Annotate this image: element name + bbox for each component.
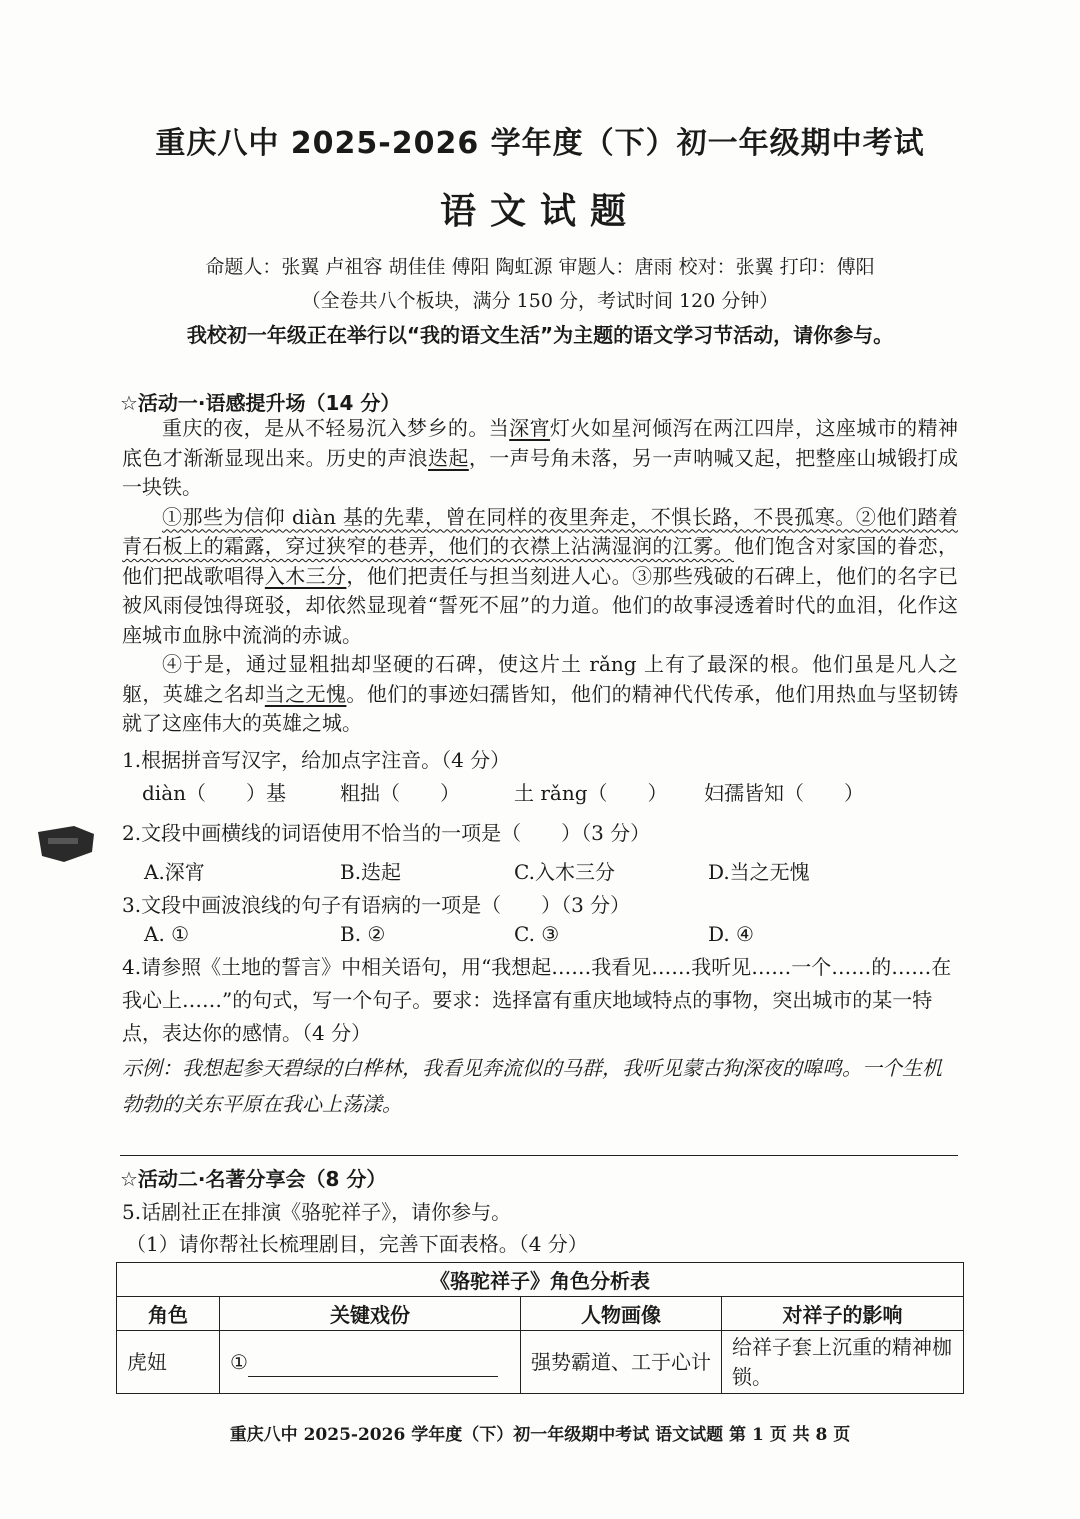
answer-blank[interactable] [248, 1356, 498, 1377]
question-3-stem: 3.文段中画波浪线的句子有语病的一项是（ ）（3 分） [122, 893, 631, 917]
table-header: 对祥子的影响 [722, 1297, 964, 1331]
exam-title: 重庆八中 2025-2026 学年度（下）初一年级期中考试 [155, 126, 925, 161]
passage-text: 重庆的夜，是从不轻易沉入梦乡的。当 [162, 416, 510, 440]
blank-marker: ① [230, 1350, 248, 1374]
passage-paragraph-3 [122, 650, 958, 739]
underlined-word-4: 当之无愧 [264, 681, 347, 706]
underlined-word-1: 深宵 [509, 416, 551, 440]
q2-option-c[interactable]: C.入木三分 [514, 860, 615, 884]
q2-option-d[interactable]: D.当之无愧 [708, 860, 810, 884]
ink-stamp-icon [34, 822, 98, 866]
table-header: 角色 [117, 1297, 220, 1331]
activity2-title: ☆活动二·名著分享会（8 分） [120, 1167, 387, 1191]
table-caption: 《骆驼祥子》角色分析表 [117, 1263, 964, 1297]
q1-item[interactable]: diàn（ ）基 [142, 781, 287, 805]
q3-option-b[interactable]: B. ② [340, 922, 386, 946]
reading-passage [122, 414, 958, 739]
q1-item[interactable]: 粗拙（ ） [340, 781, 460, 805]
underlined-word-3: 入木三分 [264, 563, 347, 588]
wavy-sentence-2: ②他们踏着青石板上的霜露，穿过狭窄的巷弄，他们的衣襟上沾满湿润的江雾。 [122, 504, 959, 558]
activity1-title: ☆活动一·语感提升场（14 分） [120, 391, 401, 415]
q3-option-c[interactable]: C. ③ [514, 922, 560, 946]
character-analysis-table [116, 1262, 964, 1394]
passage-text: ，他们把责任与担当刻进人心。③那些残破的石碑上，他们的名字已被风雨侵蚀得斑驳，却依然显现着“誓死不屈”的力道。他们的故事浸透着时代的血泪，化作这座城市血脉中流淌的赤诚。 [122, 563, 959, 647]
exam-info: （全卷共八个板块，满分 150 分，考试时间 120 分钟） [301, 290, 779, 312]
answer-line[interactable] [120, 1155, 958, 1156]
table-cell-scene[interactable] [220, 1331, 521, 1394]
passage-text: 。他们的事迹妇孺皆知，他们的精神代代传承，他们用热血与坚韧铸就了这座伟大的英雄之城。 [122, 681, 959, 735]
question-5-1-stem: （1）请你帮社长梳理剧目，完善下面表格。（4 分） [126, 1232, 588, 1256]
table-header: 人物画像 [521, 1297, 722, 1331]
question-5-stem: 5.话剧社正在排演《骆驼祥子》，请你参与。 [122, 1200, 512, 1224]
question-1-stem: 1.根据拼音写汉字，给加点字注音。（4 分） [122, 748, 511, 772]
question-2-stem: 2.文段中画横线的词语使用不恰当的一项是（ ）（3 分） [122, 821, 651, 845]
table-cell-influence: 给祥子套上沉重的精神枷锁。 [722, 1331, 964, 1394]
staff-line: 命题人：张翼 卢祖容 胡佳佳 傅阳 陶虹源 审题人：唐雨 校对：张翼 打印：傅阳 [205, 256, 875, 278]
q1-item[interactable]: 土 rǎng（ ） [514, 781, 668, 805]
question-4-example: 示例：我想起参天碧绿的白桦林，我看见奔流似的马群，我听见蒙古狗深夜的嗥鸣。一个生机勃勃的关东平原在我心上荡漾。 [122, 1056, 942, 1116]
q1-item[interactable]: 妇孺皆知（ ） [704, 781, 864, 805]
passage-text: ④于是，通过显粗拙却坚硬的石碑，使这片土 rǎng 上有了最深的根。他们虽是凡人之躯，英雄之名却 [122, 652, 958, 706]
table-header: 关键戏份 [220, 1297, 521, 1331]
q3-option-d[interactable]: D. ④ [708, 922, 754, 946]
page-footer: 重庆八中 2025-2026 学年度（下）初一年级期中考试 语文试题 第 1 页 共 8 页 [229, 1425, 851, 1445]
q2-option-a[interactable]: A.深宵 [144, 860, 205, 884]
question-4-stem: 4.请参照《土地的誓言》中相关语句，用“我想起……我看见……我听见……一个……的……在我心上……”的句式，写一个句子。要求：选择富有重庆地域特点的事物，突出城市的某一特点，表达你的感情。（4 分） [122, 955, 952, 1045]
passage-text: 他们饱含对家国的眷恋，他们把战歌唱得 [122, 534, 959, 588]
passage-paragraph-1 [122, 414, 958, 503]
subject-title: 语文试题 [439, 191, 640, 232]
passage-paragraph-2 [122, 503, 958, 651]
wavy-sentence-1: ①那些为信仰 diàn 基的先辈，曾在同样的夜里奔走，不惧长路，不畏孤寒。 [162, 504, 856, 529]
q2-option-b[interactable]: B.迭起 [340, 860, 402, 884]
passage-text: ，一声号角未落，另一声呐喊又起，把整座山城锻打成一块铁。 [122, 445, 959, 499]
underlined-word-2: 迭起 [428, 445, 469, 470]
intro-line: 我校初一年级正在举行以“我的语文生活”为主题的语文学习节活动，请你参与。 [186, 323, 894, 347]
table-cell-portrait: 强势霸道、工于心计 [521, 1331, 722, 1394]
table-cell-role: 虎妞 [117, 1331, 220, 1394]
q3-option-a[interactable]: A. ① [144, 922, 190, 946]
passage-text: 灯火如星河倾泻在两江四岸，这座城市的精神底色才渐渐显现出来。历史的声浪 [122, 416, 959, 470]
